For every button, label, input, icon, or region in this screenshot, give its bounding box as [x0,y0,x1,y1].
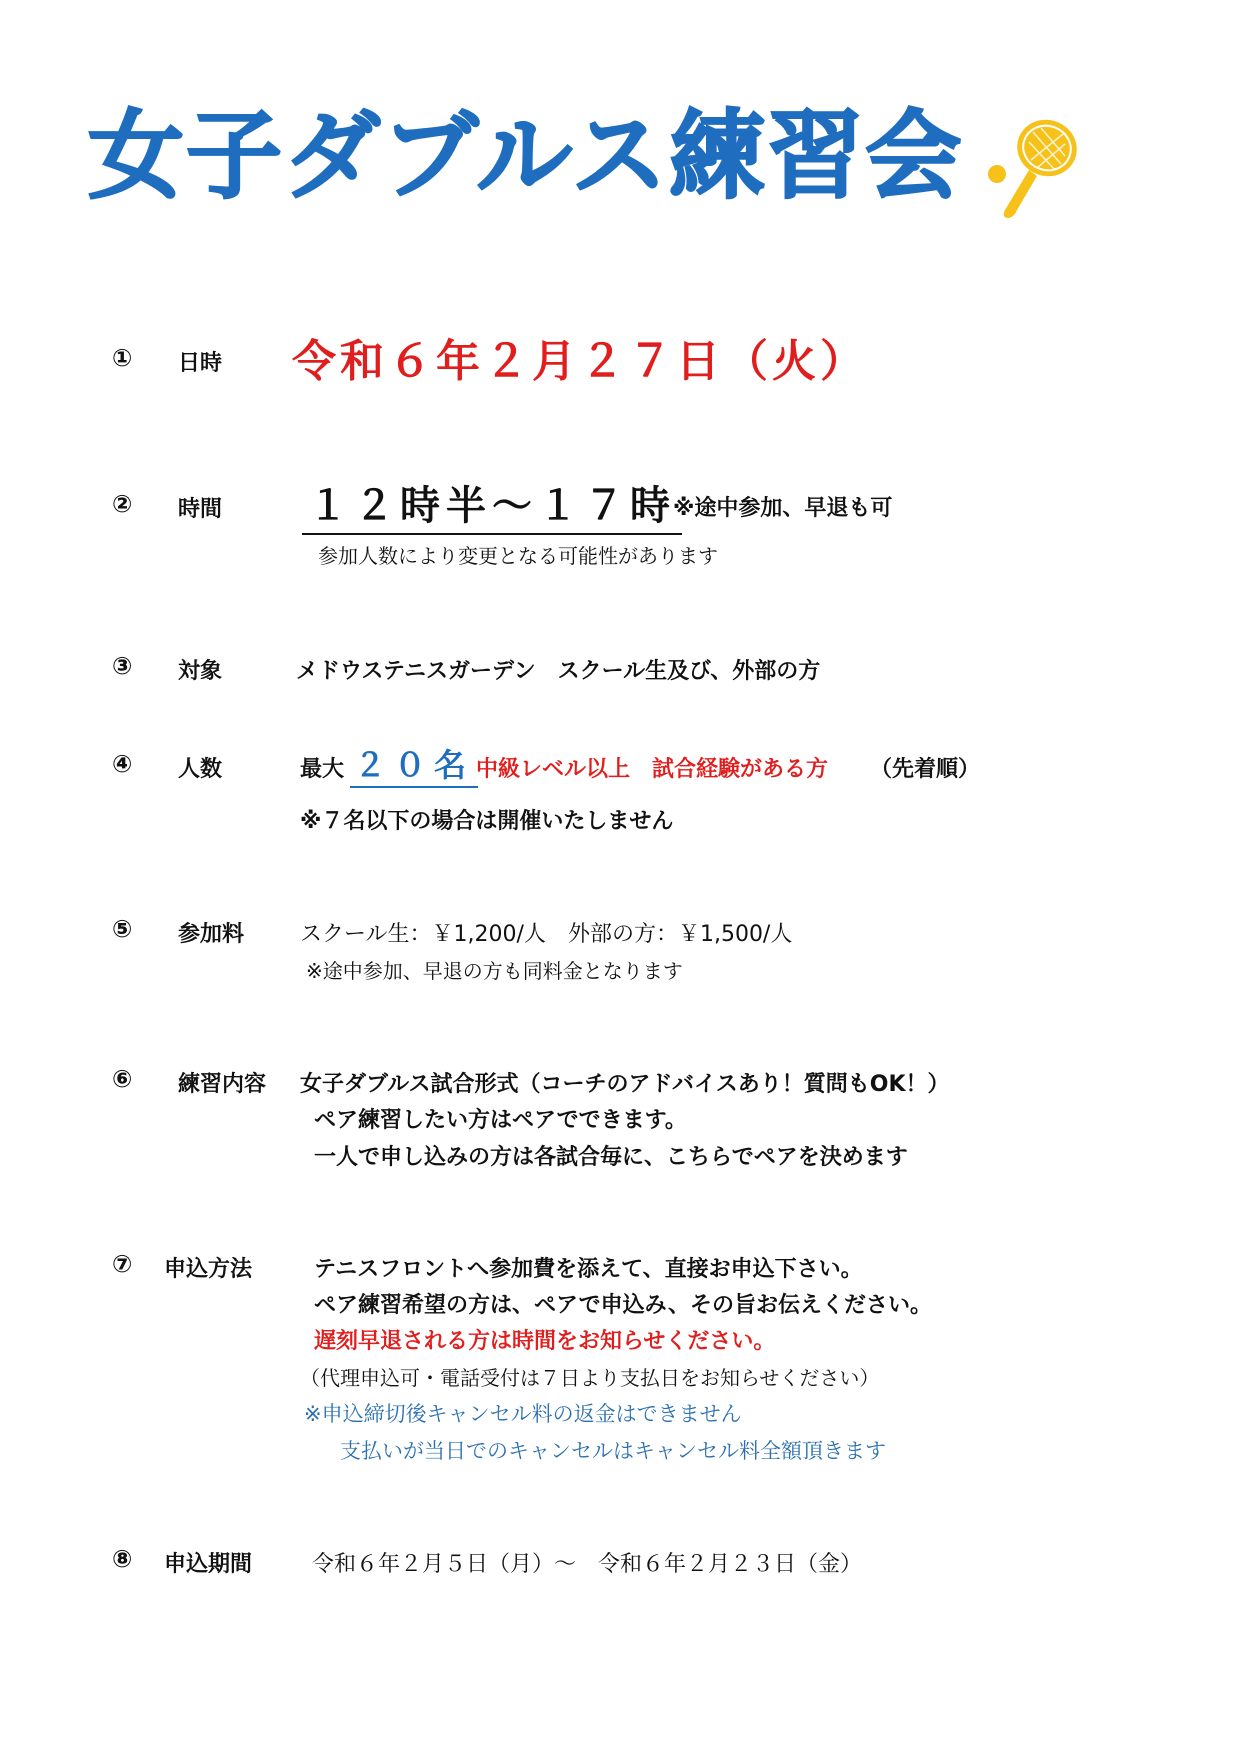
capacity-note: ※７名以下の場合は開催いたしません [300,809,674,834]
event-date: 令和６年２月２７日（火） [292,336,868,387]
capacity-level: 中級レベル以上 試合経験がある方 [476,757,829,782]
content-line: 女子ダブルス試合形式（コーチのアドバイスあり！質問もOK！） [300,1072,950,1097]
content-label: 練習内容 [178,1072,267,1097]
item-number: ⑧ [112,1545,133,1573]
apply-label: 申込方法 [164,1257,253,1282]
apply-line: テニスフロントへ参加費を添えて、直接お申込下さい。 [314,1257,863,1282]
capacity-prefix: 最大 [300,757,345,782]
time-note: ※途中参加、早退も可 [673,496,893,521]
item-number: ⑦ [112,1250,133,1278]
fee-note: ※途中参加、早退の方も同料金となります [306,959,683,983]
item-number: ⑤ [112,915,133,943]
apply-line: ペア練習希望の方は、ペアで申込み、その旨お伝えください。 [314,1293,932,1318]
event-time: １２時半〜１７時 [302,474,682,535]
content-line: ペア練習したい方はペアでできます。 [314,1108,687,1133]
cancel-fee-note: 支払いが当日でのキャンセルはキャンセル料全額頂きます [340,1439,886,1463]
item-number: ① [112,344,133,372]
item-number: ④ [112,750,133,778]
capacity-count: ２０名 [350,740,478,788]
tennis-racket-icon [985,112,1085,222]
item-number: ② [112,490,133,518]
target-label: 対象 [178,659,223,684]
page-title: 女子ダブルス練習会 [88,100,964,212]
fee-value: スクール生：￥1,200/人 外部の方：￥1,500/人 [300,922,793,947]
cancel-note: ※申込締切後キャンセル料の返金はできません [304,1402,742,1426]
target-value: メドウステニスガーデン スクール生及び、外部の方 [296,659,821,684]
time-label: 時間 [178,497,223,522]
capacity-order: （先着順） [870,757,981,782]
item-number: ⑥ [112,1065,133,1093]
content-line: 一人で申し込みの方は各試合毎に、こちらでペアを決めます [314,1145,908,1170]
period-value: 令和６年２月５日（月）〜 令和６年２月２３日（金） [312,1552,863,1577]
time-subnote: 参加人数により変更となる可能性があります [318,544,718,568]
apply-proxy-note: （代理申込可・電話受付は７日より支払日をお知らせください） [300,1366,880,1390]
date-label: 日時 [178,351,223,376]
apply-late-note: 遅刻早退される方は時間をお知らせください。 [314,1329,776,1354]
capacity-label: 人数 [178,757,223,782]
fee-label: 参加料 [178,922,245,947]
period-label: 申込期間 [164,1552,253,1577]
item-number: ③ [112,652,133,680]
